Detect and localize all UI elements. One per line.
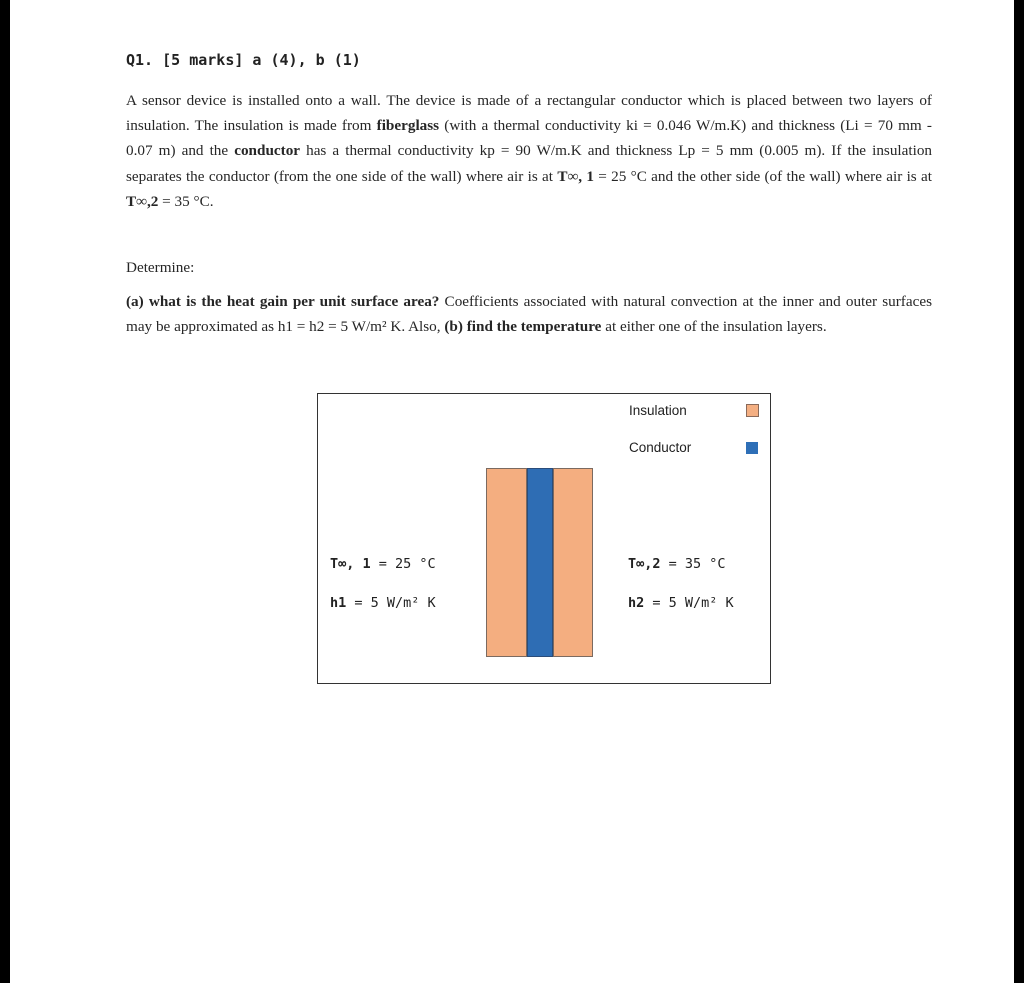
legend-insulation-label: Insulation (629, 403, 687, 418)
determine-label: Determine: (126, 259, 195, 276)
insulation-layer-right (553, 468, 593, 657)
conductor-layer (527, 468, 553, 657)
fiberglass-term: fiberglass (376, 117, 440, 135)
task-b: (b) find the temperature (444, 318, 602, 336)
question-heading: Q1. [5 marks] a (4), b (1) (126, 51, 361, 69)
right-ambient-temperature: T∞,2 = 35 °C (628, 556, 726, 572)
legend-conductor-swatch (746, 442, 758, 454)
left-ambient-temperature: T∞, 1 = 25 °C (330, 556, 436, 572)
insulation-layer-left (486, 468, 527, 657)
problem-statement: A sensor device is installed onto a wall. The device is made of a rectangular conductor which is placed between two layers of insulation. The insulation is made from fiberglass (with a thermal conductivity ki = 0.046 W/m.K) and thickness (Li = 70 mm - 0.07 m) and the conductor has a thermal conductivity kp = 90 W/m.K and thickness Lp = 5 mm (0.005 m). If the insulation separates the conductor (from the one side of the wall) where air is at T∞, 1 = 25 °C and the other side (of the wall) where air is at T∞,2 = 35 °C. (126, 92, 933, 210)
wall-diagram (317, 393, 771, 684)
tasks-paragraph: (a) what is the heat gain per unit surface area? Coefficients associated with natural convection at the inner and outer surfaces may be approximated as h1 = h2 = 5 W/m² K. Also, (b) find the temperature at either one of the insulation layers. (126, 293, 932, 336)
right-convection-coefficient: h2 = 5 W/m² K (628, 595, 734, 611)
task-a: (a) what is the heat gain per unit surface area? (126, 293, 440, 310)
left-convection-coefficient: h1 = 5 W/m² K (330, 595, 436, 611)
legend-conductor-label: Conductor (629, 440, 692, 455)
legend-insulation-swatch (746, 404, 759, 417)
conductor-term: conductor (234, 142, 301, 160)
document-page (10, 0, 1014, 983)
